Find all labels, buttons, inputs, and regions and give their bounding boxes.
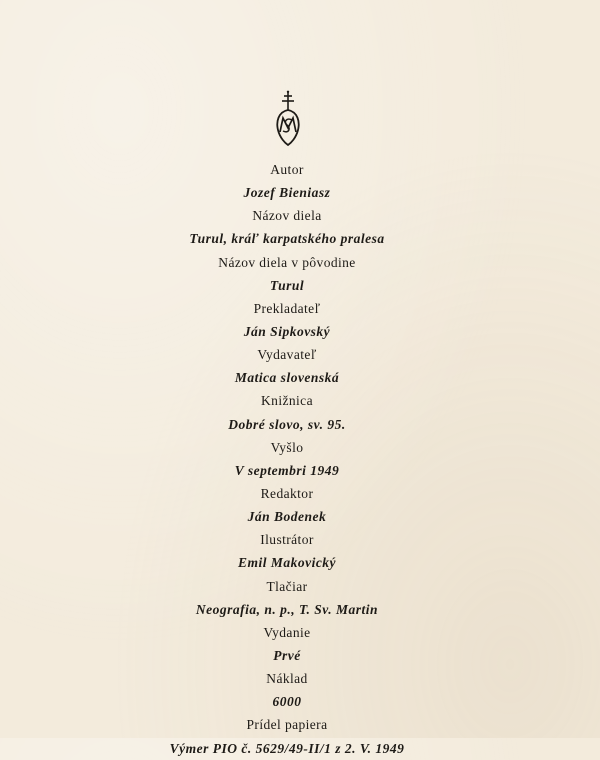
paper-allocation-label: Prídel papiera [246,717,328,733]
published-value: V septembri 1949 [234,462,340,478]
publisher-label: Vydavateľ [257,347,317,363]
edition-label: Vydanie [263,624,311,640]
author-value: Jozef Bieniasz [243,185,331,201]
colophon-block [0,158,574,760]
editor-label: Redaktor [260,485,314,501]
original-title-label: Názov diela v pôvodine [218,254,356,270]
published-label: Vyšlo [270,439,304,455]
publisher-value: Matica slovenská [234,370,340,386]
series-label: Knižnica [261,393,313,409]
paper-allocation-value: Výmer PIO č. 5629/49-II/1 z 2. V. 1949 [169,740,405,756]
illustrator-label: Ilustrátor [260,532,314,548]
author-label: Autor [270,162,304,177]
publisher-monogram-icon [273,90,303,146]
translator-value: Ján Sipkovský [243,323,331,339]
series-value: Dobré slovo, sv. 95. [228,416,346,432]
edition-value: Prvé [273,647,301,663]
editor-value: Ján Bodenek [247,509,327,525]
printer-value: Neografia, n. p., T. Sv. Martin [195,601,379,617]
printer-label: Tlačiar [266,578,308,594]
translator-label: Prekladateľ [253,300,321,316]
illustrator-value: Emil Makovický [237,555,337,571]
original-title-value: Turul [269,277,305,293]
print-run-label: Náklad [266,671,308,687]
print-run-value: 6000 [272,694,302,710]
title-value: Turul, kráľ karpatského pralesa [189,231,385,247]
title-label: Názov diela [252,208,322,224]
